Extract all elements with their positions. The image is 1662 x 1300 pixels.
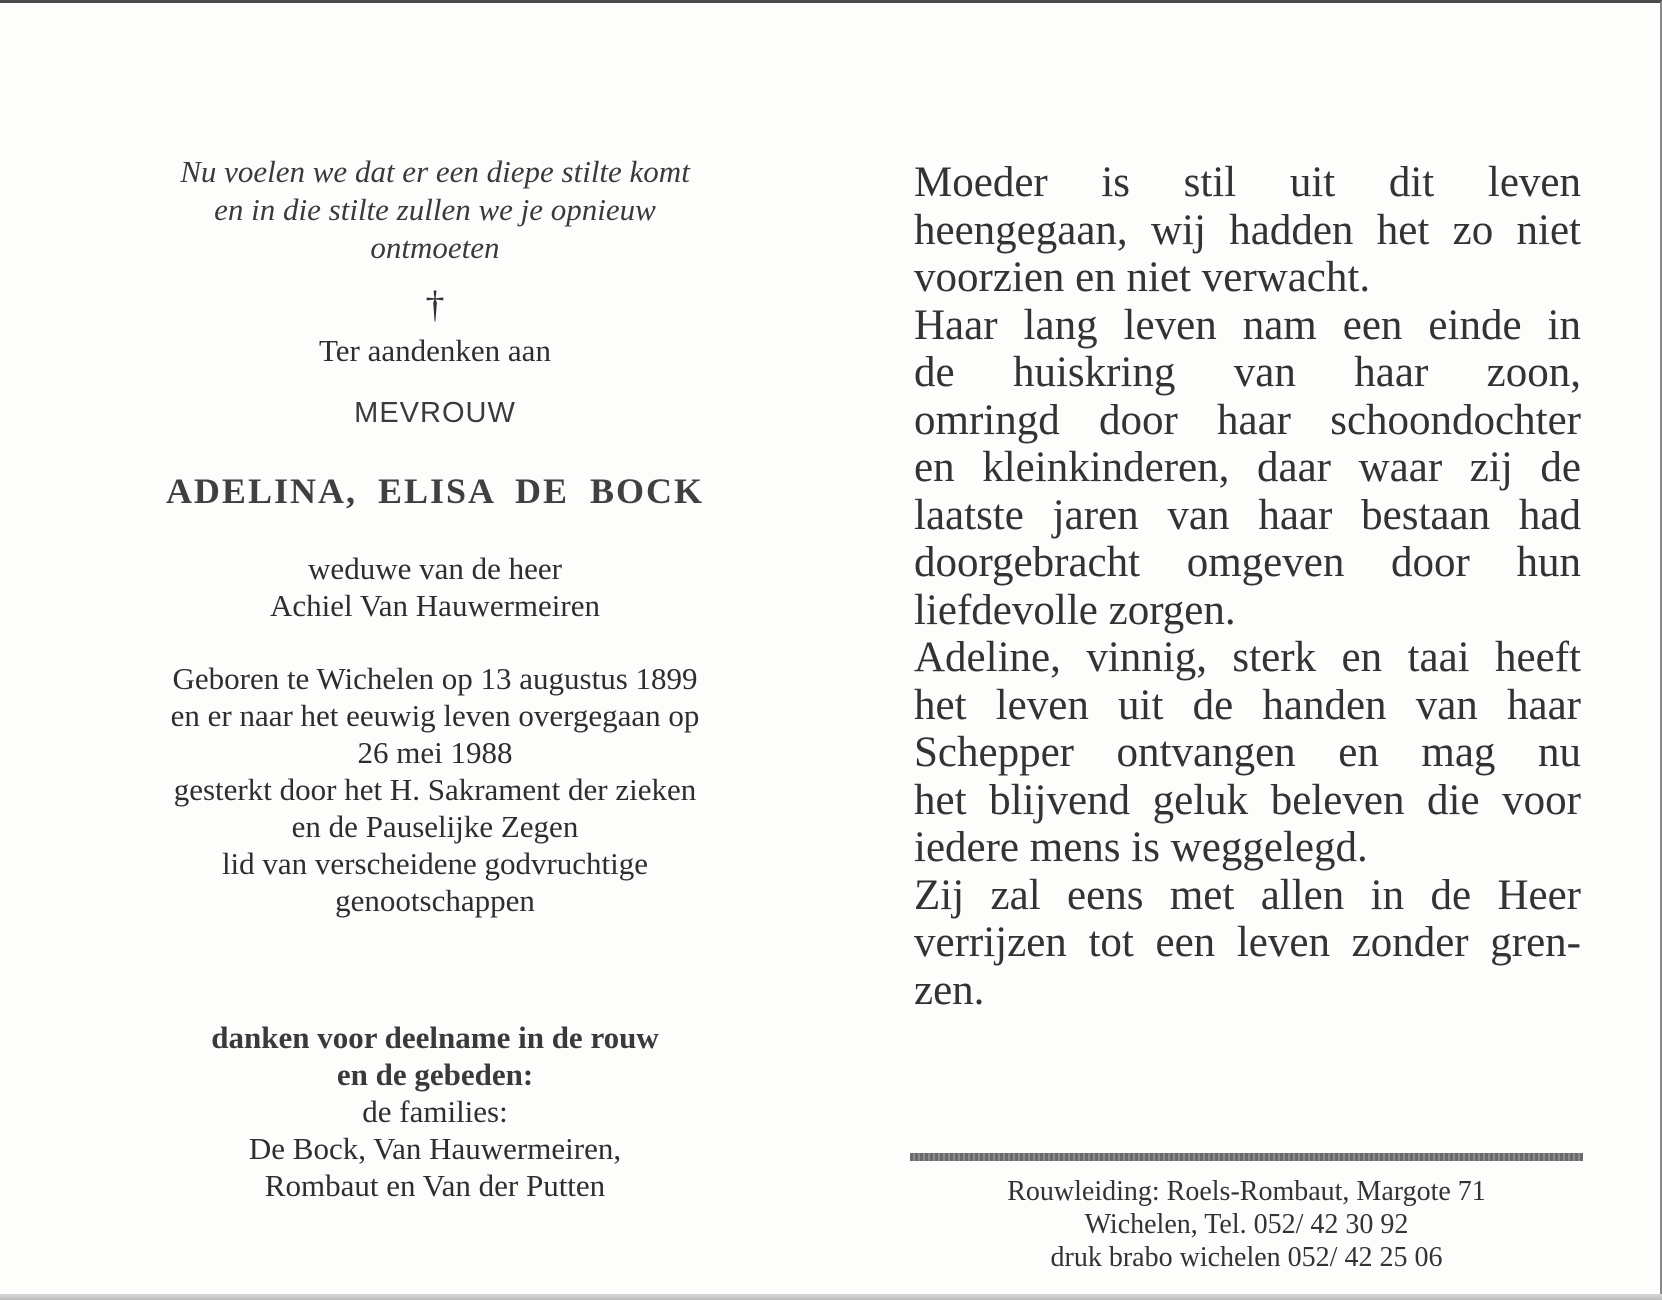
obituary-line: Haar lang leven nam een einde in — [914, 301, 1581, 349]
obituary-line: Schepper ontvangen en mag nu — [914, 729, 1581, 776]
thanks-heading: danken voor deelname in de rouw en de gebeden: — [211, 1020, 659, 1092]
obituary-line: heengegaan, wij hadden het zo niet — [914, 206, 1581, 254]
obituary-line: het leven uit de handen van haar — [914, 681, 1581, 729]
in-memory-text: Ter aandenken aan — [319, 333, 551, 368]
scan-edge — [0, 1294, 1662, 1300]
left-panel — [100, 153, 770, 1204]
honorific: MEVROUW — [354, 397, 516, 429]
obituary-line: omringd door haar schoondochter — [914, 396, 1581, 444]
obituary-line: het blijvend geluk beleven die voor — [914, 776, 1581, 824]
obituary-line: iedere mens is weggelegd. — [914, 824, 1368, 871]
divider-rule — [910, 1153, 1583, 1161]
thanks-section — [100, 1019, 770, 1204]
obituary-line: de huiskring van haar zoon, — [914, 349, 1581, 396]
obituary-line: laatste jaren van haar bestaan had — [914, 491, 1581, 539]
birth-death-text: Geboren te Wichelen op 13 augustus 1899 en er naar het eeuwig leven overgegaan op 26 mei 1988 gesterkt door het H. Sakrament der zieken en de Pauselijke Zegen lid van verscheidene godvruchtige genootschappen — [170, 661, 700, 918]
cross-icon: † — [425, 284, 445, 326]
obituary-line: doorgebracht omgeven door hun — [914, 539, 1581, 586]
obituary-line: Adeline, vinnig, sterk en taai heeft — [914, 634, 1581, 681]
families-text: de families: De Bock, Van Hauwermeiren, Rombaut en Van der Putten — [248, 1094, 622, 1203]
footer-line: Wichelen, Tel. 052/ 42 30 92 — [1084, 1209, 1409, 1240]
widow-text: weduwe van de heer Achiel Van Hauwermeiren — [270, 551, 600, 623]
obituary-line: en kleinkinderen, daar waar zij de — [914, 444, 1581, 491]
obituary-line: liefdevolle zorgen. — [914, 586, 1236, 634]
footer-line: druk brabo wichelen 052/ 42 25 06 — [1050, 1242, 1443, 1273]
poem-text: Nu voelen we dat er een diepe stilte komt en in die stilte zullen we je opnieuw ontmoeten — [180, 154, 690, 265]
deceased-name: ADELINA, ELISA DE BOCK — [165, 471, 705, 511]
obituary-line: zen. — [914, 966, 985, 1014]
obituary-line: verrijzen tot een leven zonder gren- — [914, 919, 1581, 966]
obituary-line: Zij zal eens met allen in de Heer — [914, 871, 1581, 919]
obituary-line: Moeder is stil uit dit leven — [914, 159, 1581, 206]
funeral-director-info — [910, 1175, 1583, 1274]
footer-line: Rouwleiding: Roels-Rombaut, Margote 71 — [1007, 1176, 1486, 1207]
right-panel — [914, 159, 1581, 1014]
obituary-line: voorzien en niet verwacht. — [914, 254, 1371, 301]
